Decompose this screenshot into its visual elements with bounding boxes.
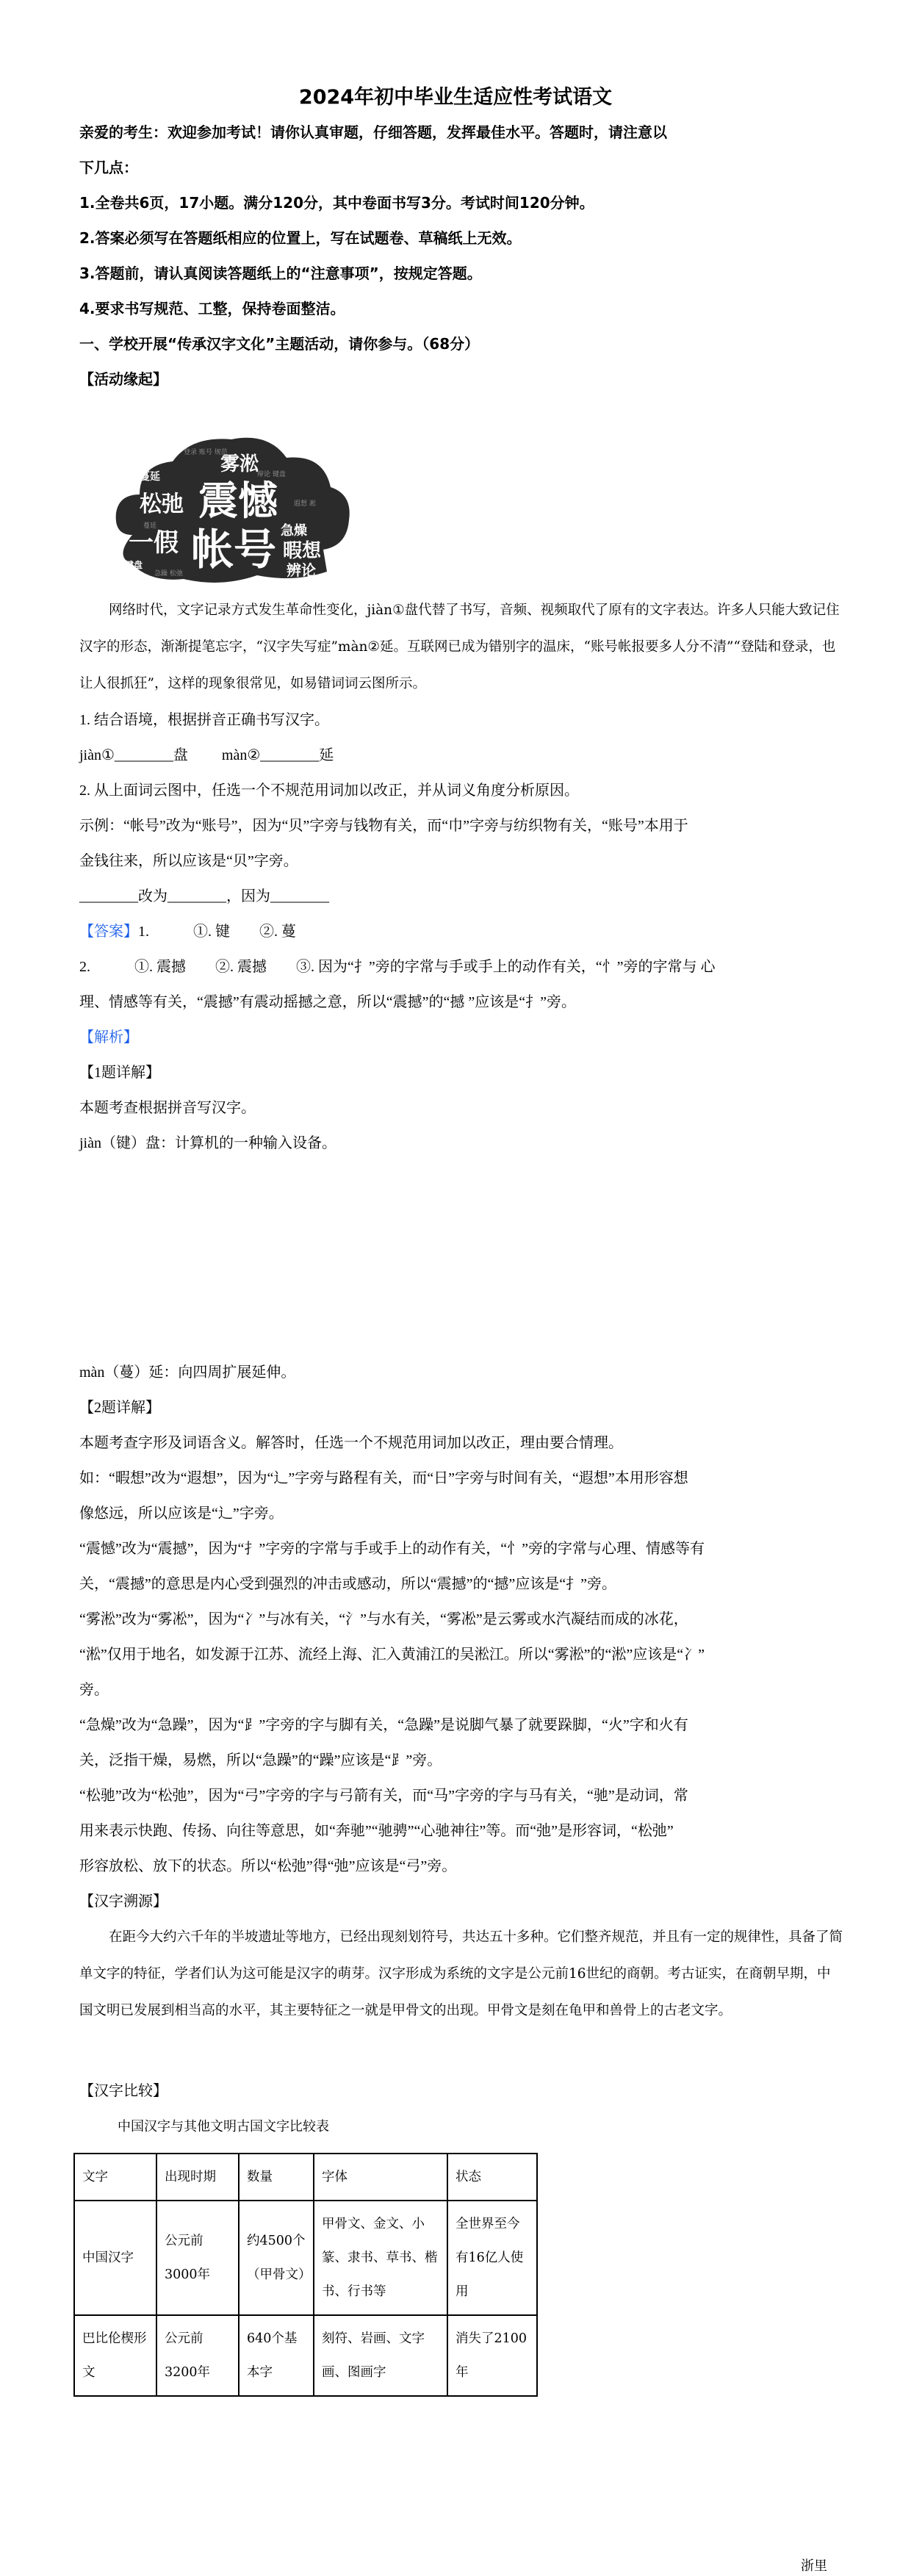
answer-row-1: 【答案】1. ①. 键 ②. 蔓: [79, 924, 296, 940]
detail-2-line: 形容放松、放下的状态。所以“松弛”得“弛”应该是“弓”旁。: [79, 1858, 457, 1874]
table-cell: 刻符、岩画、文字画、图画字: [314, 2315, 447, 2396]
question-1-blanks: [79, 742, 843, 769]
table-cell: 全世界至今有16亿人使用: [447, 2201, 537, 2315]
cloud-word: 松弛: [140, 492, 184, 517]
question-2-example: 示例：“帐号”改为“账号”，因为“贝”字旁与钱物有关，而“巾”字旁与纺织物有关，“账号”本用于: [79, 818, 688, 834]
word-cloud-image: [110, 425, 353, 594]
cloud-word: 蔓延: [140, 471, 160, 483]
detail-1-heading: 【1题详解】: [79, 1065, 160, 1081]
table-header-row: [74, 2154, 537, 2201]
cloud-word: 辨论: [287, 561, 316, 579]
answer-1-items: ①. 键 ②. 蔓: [193, 924, 296, 940]
question-1-stem: 1. 结合语境，根据拼音正确书写汉字。: [79, 712, 329, 728]
note-1: 1.全卷共6页，17小题。满分120分，其中卷面书写3分。考试时间120分钟。: [79, 194, 594, 212]
svg-text:蔓延: 蔓延: [143, 522, 157, 530]
detail-2-line: “雾淞”改为“雾凇”，因为“冫”与冰有关，“氵”与水有关，“雾凇”是云雾或水汽凝结而成的冰花，: [79, 1611, 688, 1627]
compare-heading: 【汉字比较】: [79, 2083, 168, 2099]
table-cell: 约4500个（甲骨文）: [239, 2201, 314, 2315]
detail-2-line: 像悠远，所以应该是“辶”字旁。: [79, 1505, 284, 1522]
table-cell: 巴比伦楔形文: [74, 2315, 156, 2396]
analysis-label: 【解析】: [79, 1029, 138, 1046]
detail-2-line: “松驰”改为“松弛”，因为“弓”字旁的字与弓箭有关，而“马”字旁的字与马有关，“驰”是动词，常: [79, 1788, 688, 1804]
detail-2-line: 关，“震撼”的意思是内心受到强烈的冲击或感动，所以“震撼”的“撼”应该是“扌”旁。: [79, 1576, 617, 1592]
trace-passage: 在距今大约六千年的半坡遗址等地方，已经出现刻划符号，共达五十多种。它们整齐规范，并且有一定的规律性，具备了简单文字的特征，学者们认为这可能是汉字的萌芽。汉字形成为系统的文字是公元前16世纪的商朝。考古证实，在商朝早期，中国文明已发展到相当高的水平，其主要特征之一就是甲骨文的出现。甲骨文是刻在龟甲和兽骨上的古老文字。: [79, 1929, 843, 2018]
table-cell: 中国汉字: [74, 2201, 156, 2315]
table-row: [74, 2315, 537, 2396]
answer-row-2: 2. ①. 震撼 ②. 震撼 ③. 因为“扌”旁的字常与手或手上的动作有关，“忄”旁的字常与 心: [79, 959, 716, 975]
detail-2-line: 本题考查字形及词语含义。解答时，任选一个不规范用词加以改正，理由要合情理。: [79, 1435, 623, 1451]
table-header-cell: 数量: [239, 2154, 314, 2201]
detail-2-line: 用来表示快跑、传扬、向往等意思，如“奔驰”“驰骋”“心驰神往”等。而“弛”是形容词，“松弛”: [79, 1823, 674, 1839]
question-2-stem: 2. 从上面词云图中，任选一个不规范用词加以改正，并从词义角度分析原因。: [79, 782, 579, 799]
detail-2-line: “淞”仅用于地名，如发源于江苏、流经上海、汇入黄浦江的吴淞江。所以“雾淞”的“淞”应该是“冫”: [79, 1647, 705, 1663]
cloud-word: 急燥: [281, 523, 307, 539]
page-title: 2024年初中毕业生适应性考试语文: [298, 86, 613, 109]
detail-2-line: “震憾”改为“震撼”，因为“扌”字旁的字常与手或手上的动作有关，“忄”旁的字常与心理、情感等有: [79, 1541, 705, 1557]
section-heading: 一、学校开展“传承汉字文化”主题活动，请你参与。（68分）: [79, 335, 480, 353]
footer-mark: 浙里: [801, 2558, 827, 2573]
intro-greeting: 亲爱的考生：欢迎参加考试！请你认真审题，仔细答题，发挥最佳水平。答题时，请注意以: [79, 123, 667, 141]
table-header-cell: 文字: [74, 2154, 156, 2201]
table-header-cell: 状态: [447, 2154, 537, 2201]
table-cell: 公元前3000年: [156, 2201, 239, 2315]
answer-2-line: ①. 震撼 ②. 震撼 ③. 因为“扌”旁的字常与手或手上的动作有关，“忄”旁的字常与 心: [134, 959, 716, 975]
answer-label: 【答案】: [79, 924, 138, 940]
table-caption: 中国汉字与其他文明古国文字比较表: [118, 2119, 329, 2134]
cloud-word: 暇想: [283, 540, 322, 562]
trace-heading: 【汉字溯源】: [79, 1893, 168, 1910]
note-4: 4.要求书写规范、工整，保持卷面整洁。: [79, 300, 345, 317]
detail-1-line: 本题考查根据拼音写汉字。: [79, 1100, 256, 1116]
cloud-word: 震憾: [198, 478, 278, 524]
blank-man[interactable]: màn②________延: [221, 747, 334, 763]
activity-origin-heading: 【活动缘起】: [79, 370, 168, 388]
note-2: 2.答案必须写在答题纸相应的位置上，写在试题卷、草稿纸上无效。: [79, 229, 522, 247]
cloud-word: 雾淞: [220, 453, 259, 475]
note-3: 3.答题前，请认真阅读答题纸上的“注意事项”，按规定答题。: [79, 265, 482, 282]
blank-jian[interactable]: jiàn①________盘: [79, 747, 188, 763]
cloud-word: 一假: [129, 528, 179, 558]
table-cell: 甲骨文、金文、小篆、隶书、草书、楷书、行书等: [314, 2201, 447, 2315]
detail-2-heading: 【2题详解】: [79, 1400, 160, 1416]
answer-2-line-cont: 理、情感等有关，“震撼”有震动摇撼之意，所以“震撼”的“撼 ”应该是“扌”旁。: [79, 994, 577, 1010]
table-cell: 公元前3200年: [156, 2315, 239, 2396]
detail-2-line: 关，泛指干燥，易燃，所以“急躁”的“躁”应该是“⻊”旁。: [79, 1752, 442, 1769]
table-cell: 消失了2100年: [447, 2315, 537, 2396]
svg-text:登录 账号 规范: 登录 账号 规范: [184, 449, 228, 456]
cloud-word: 键盘: [125, 560, 143, 570]
intro-passage: 网络时代，文字记录方式发生革命性变化，jiàn①盘代替了书写，音频、视频取代了原有的文字表达。许多人只能大致记住汉字的形态，渐渐提笔忘字，“汉字失写症”màn②延。互联网已成为错别字的温床，“账号帐报要多人分不清”“登陆和登录，也让人很抓狂”，这样的现象很常见，如易错词词云图所示。: [79, 602, 840, 691]
detail-1-line: jiàn（键）盘：计算机的一种输入设备。: [79, 1135, 336, 1151]
detail-1-line: màn（蔓）延：向四周扩展延伸。: [79, 1364, 296, 1381]
svg-text:辩论 键盘: 辩论 键盘: [257, 471, 286, 478]
cloud-word: 帐号: [191, 525, 277, 575]
question-2-example-cont: 金钱往来，所以应该是“贝”字旁。: [79, 853, 298, 869]
table-header-cell: 出现时期: [156, 2154, 239, 2201]
svg-text:遐想 凇: 遐想 凇: [294, 500, 316, 508]
comparison-table: [73, 2153, 538, 2397]
detail-2-line: 如：“暇想”改为“遐想”，因为“辶”字旁与路程有关，而“日”字旁与时间有关，“遐想”本用形容想: [79, 1470, 688, 1486]
detail-2-line: 旁。: [79, 1682, 109, 1698]
question-2-answer-template[interactable]: ________改为________，因为________: [79, 888, 329, 904]
table-header-cell: 字体: [314, 2154, 447, 2201]
intro-greeting-cont: 下几点：: [79, 159, 138, 176]
svg-text:急躁 松弛: 急躁 松弛: [154, 570, 183, 578]
detail-2-line: “急燥”改为“急躁”，因为“⻊”字旁的字与脚有关，“急躁”是说脚气暴了就要跺脚，“火”字和火有: [79, 1717, 688, 1733]
table-row: [74, 2201, 537, 2315]
table-cell: 640个基本字: [239, 2315, 314, 2396]
